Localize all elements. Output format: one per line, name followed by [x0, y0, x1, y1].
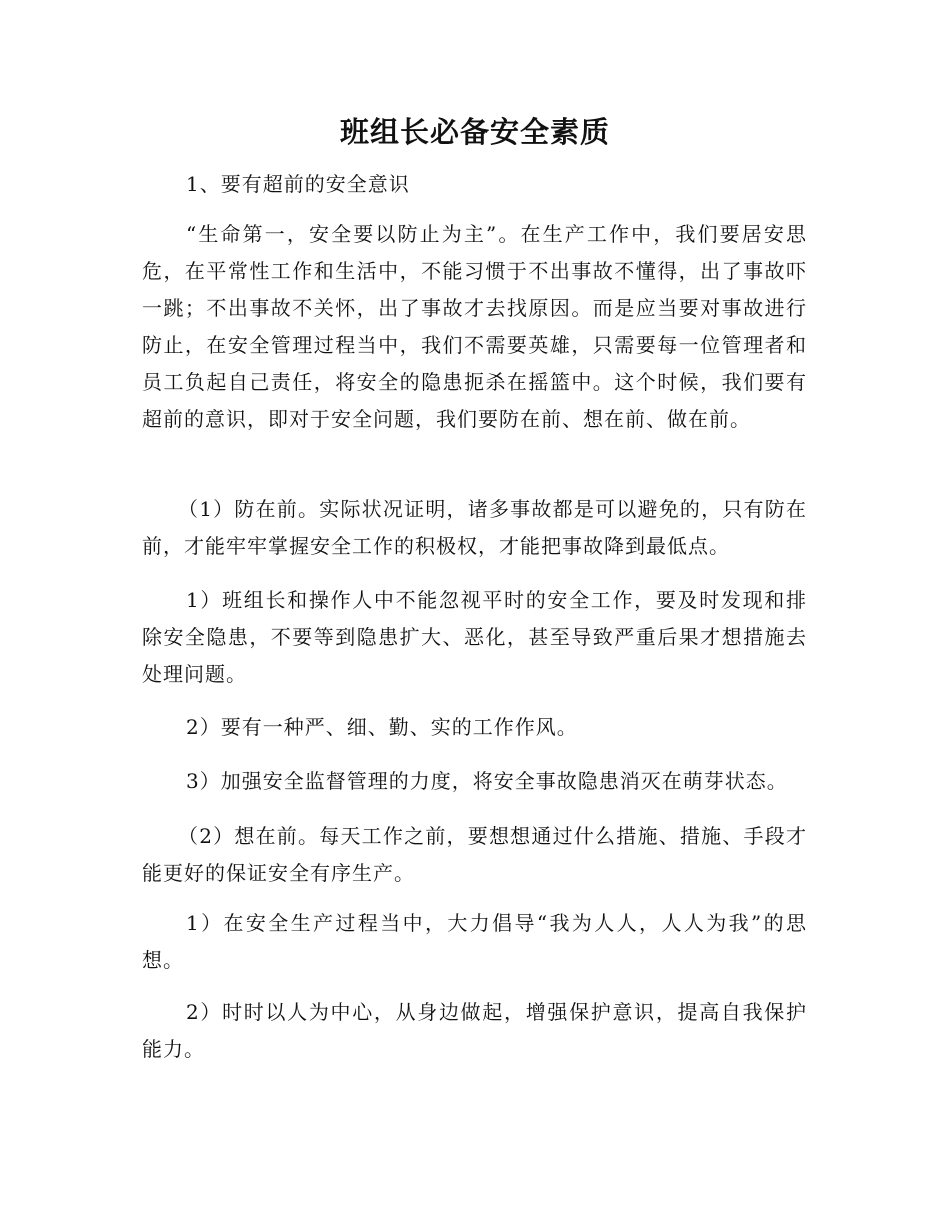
body-paragraph: （1）防在前。实际状况证明，诸多事故都是可以避免的，只有防在前，才能牢牢掌握安全工作的积极权，才能把事故降到最低点。 — [142, 497, 807, 558]
body-paragraph: （2）想在前。每天工作之前，要想想通过什么措施、措施、手段才能更好的保证安全有序生产。 — [142, 824, 807, 885]
body-paragraph: “生命第一，安全要以防止为主”。在生产工作中，我们要居安思危，在平常性工作和生活中，不能习惯于不出事故不懂得，出了事故吓一跳；不出事故不关怀，出了事故才去找原因。而是应当要对事故进行防止，在安全管理过程当中，我们不需要英雄，只需要每一位管理者和员工负起自己责任，将安全的隐患扼杀在摇篮中。这个时候，我们要有超前的意识，即对于安全问题，我们要防在前、想在前、做在前。 — [142, 222, 807, 431]
document-title: 班组长必备安全素质 — [339, 115, 610, 149]
body-paragraph: 2）时时以人为中心，从身边做起，增强保护意识，提高自我保护能力。 — [142, 1000, 807, 1061]
body-paragraph: 3）加强安全监督管理的力度，将安全事故隐患消灭在萌芽状态。 — [186, 769, 788, 793]
section-heading: 1、要有超前的安全意识 — [186, 172, 410, 196]
body-paragraph: 2）要有一种严、细、勤、实的工作作风。 — [186, 715, 578, 739]
body-paragraph: 1）班组长和操作人中不能忽视平时的安全工作，要及时发现和排除安全隐患，不要等到隐患扩大、恶化，甚至导致严重后果才想措施去处理问题。 — [142, 588, 807, 686]
body-paragraph: 1）在安全生产过程当中，大力倡导“我为人人，人人为我”的思想。 — [142, 911, 807, 972]
